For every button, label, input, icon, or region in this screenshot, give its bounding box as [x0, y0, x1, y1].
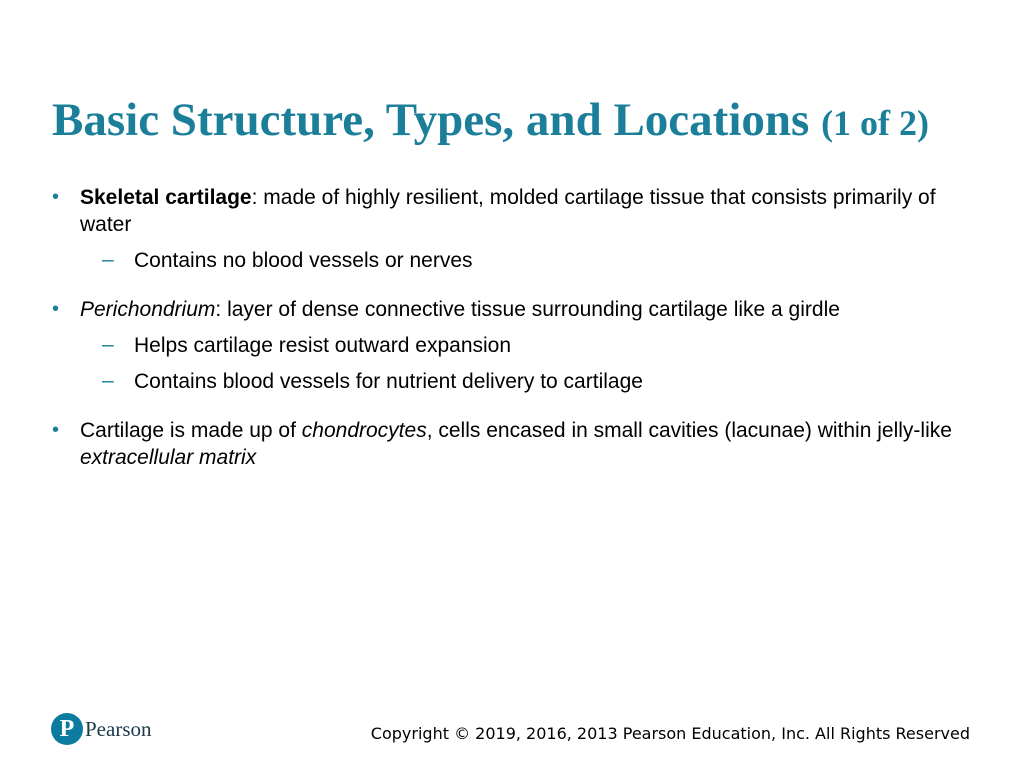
bullet-text-middle: , cells encased in small cavities (lacunae) within jelly-like [426, 419, 952, 442]
bullet-text-before: Cartilage is made up of [80, 419, 302, 442]
bullet-text: : made of highly resilient, molded cartilage tissue that consists primarily of water [80, 186, 936, 236]
bullet-text: : layer of dense connective tissue surrounding cartilage like a girdle [215, 298, 840, 321]
italic-term: extracellular matrix [80, 446, 257, 469]
sub-bullet-text: Contains no blood vessels or nerves [134, 249, 473, 272]
bullet-item [52, 296, 952, 323]
bullet-item [52, 417, 952, 471]
bold-term: Skeletal cartilage [80, 186, 252, 209]
dash-icon: – [102, 333, 114, 356]
sub-bullet-text: Contains blood vessels for nutrient delivery to cartilage [134, 370, 643, 393]
bullet-icon: • [52, 186, 60, 208]
bullet-icon: • [52, 419, 60, 441]
title-main: Basic Structure, Types, and Locations [52, 94, 810, 146]
sub-bullet-item [52, 368, 952, 395]
copyright-notice: Copyright © 2019, 2016, 2013 Pearson Education, Inc. All Rights Reserved [370, 724, 970, 743]
pearson-logo-text: Pearson [85, 717, 152, 741]
italic-term: Perichondrium [80, 298, 216, 321]
sub-bullet-item [52, 247, 952, 274]
bullet-icon: • [52, 298, 60, 320]
sub-bullet-item [52, 332, 952, 359]
title-page-indicator: (1 of 2) [821, 103, 930, 143]
slide-title [52, 92, 992, 151]
pearson-logo-icon: P [51, 713, 83, 745]
bullet-item [52, 184, 952, 238]
italic-term: chondrocytes [301, 419, 427, 442]
bullet-list [52, 184, 952, 471]
dash-icon: – [102, 248, 114, 271]
sub-bullet-text: Helps cartilage resist outward expansion [134, 334, 512, 357]
dash-icon: – [102, 369, 114, 392]
